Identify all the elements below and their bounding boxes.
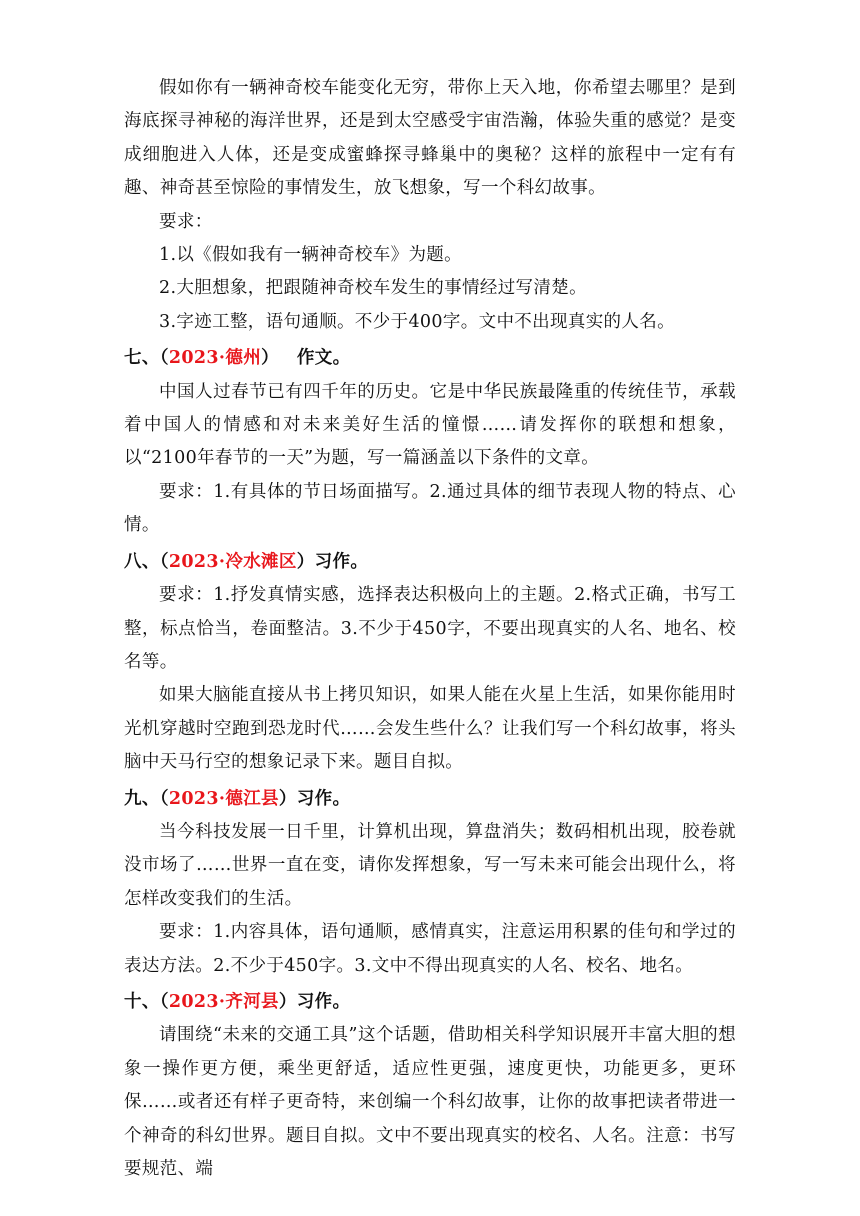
- question-10-number: 十、（: [124, 991, 169, 1012]
- question-10-source: 2023·齐河县: [168, 991, 279, 1012]
- intro-requirement-1: 1.以《假如我有一辆神奇校车》为题。: [159, 245, 462, 266]
- intro-requirements-label: 要求：: [159, 211, 213, 232]
- question-9-source: 2023·德江县: [168, 788, 279, 809]
- question-7-task: 作文。: [296, 348, 351, 369]
- question-9-close: ）: [278, 788, 297, 809]
- question-8-close: ）: [296, 551, 315, 572]
- question-9-task: 习作。: [296, 788, 351, 809]
- question-7-paragraph: 中国人过春节已有四千年的历史。它是中华民族最隆重的传统佳节，承载着中国人的情感和对未来美好生活的憧憬……请发挥你的联想和想象，以“2100年春节的一天”为题，写一篇涵盖以下条件的文章。: [124, 381, 736, 469]
- question-8-requirements: 要求：1.抒发真情实感，选择表达积极向上的主题。2.格式正确，书写工整，标点恰当，卷面整洁。3.不少于450字，不要出现真实的人名、地名、校名等。: [124, 585, 736, 672]
- question-8-source: 2023·冷水滩区: [168, 551, 297, 572]
- question-10-task: 习作。: [296, 991, 351, 1012]
- question-10-close: ）: [278, 991, 297, 1012]
- question-7-requirements: 要求：1.有具体的节日场面描写。2.通过具体的细节表现人物的特点、心情。: [124, 481, 736, 536]
- question-8-task: 习作。: [314, 551, 369, 572]
- intro-requirement-3: 3.字迹工整，语句通顺。不少于400字。文中不出现真实的人名。: [159, 311, 675, 332]
- question-8-paragraph: 如果大脑能直接从书上拷贝知识，如果人能在火星上生活，如果你能用时光机穿越时空跑到恐龙时代……会发生些什么？让我们写一个科幻故事，将头脑中天马行空的想象记录下来。题目自拟。: [124, 685, 736, 773]
- question-9-paragraph: 当今科技发展一日千里，计算机出现，算盘消失；数码相机出现，胶卷就没市场了……世界一直在变，请你发挥想象，写一写未来可能会出现什么，将怎样改变我们的生活。: [124, 821, 736, 909]
- question-7-number: 七、（: [124, 348, 169, 369]
- question-9-requirements: 要求：1.内容具体，语句通顺，感情真实，注意运用积累的佳句和学过的表达方法。2.不少于450字。3.文中不得出现真实的人名、校名、地名。: [124, 922, 736, 976]
- question-10-paragraph: 请围绕“未来的交通工具”这个话题，借助相关科学知识展开丰富大胆的想象一操作更方便，乘坐更舒适，适应性更强，速度更快，功能更多，更环保……或者还有样子更奇特，来创编一个科幻故事，让你的故事把读者带进一个神奇的科幻世界。题目自拟。文中不要出现真实的校名、人名。注意：书写要规范、端: [124, 1025, 736, 1179]
- question-8-number: 八、（: [124, 551, 169, 572]
- intro-paragraph: 假如你有一辆神奇校车能变化无穷，带你上天入地，你希望去哪里？是到海底探寻神秘的海洋世界，还是到太空感受宇宙浩瀚，体验失重的感觉？是变成细胞进入人体，还是变成蜜蜂探寻蜂巢中的奥秘？这样的旅程中一定有有趣、神奇甚至惊险的事情发生，放飞想象，写一个科幻故事。: [124, 78, 736, 199]
- question-9-heading: [124, 783, 736, 816]
- question-7-close: ）: [261, 348, 279, 369]
- question-7-source: 2023·德州: [168, 348, 262, 369]
- intro-requirement-2: 2.大胆想象，把跟随神奇校车发生的事情经过写清楚。: [159, 278, 587, 299]
- question-7-heading: [124, 342, 736, 375]
- question-8-heading: [124, 546, 736, 579]
- question-9-number: 九、（: [124, 788, 169, 809]
- question-10-heading: [124, 986, 736, 1019]
